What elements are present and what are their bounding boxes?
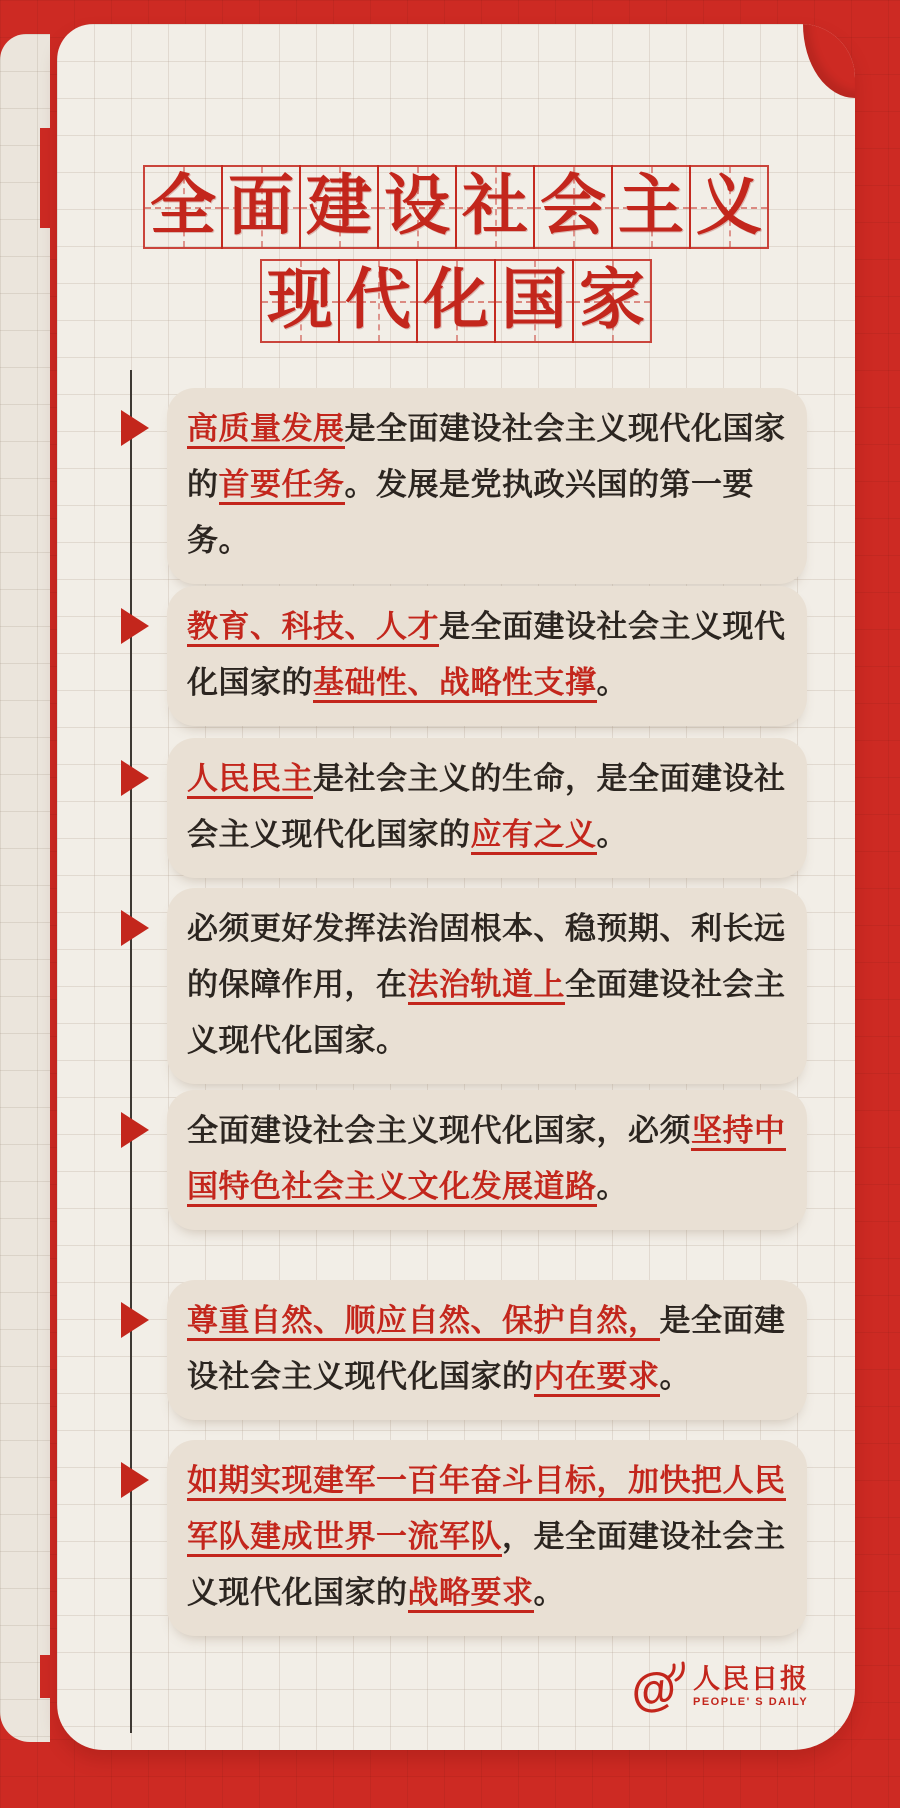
body-text: 。 [533,1575,565,1610]
emphasis-text: 教育、科技、人才 [187,609,439,647]
emphasis-text: 如期实现建军一百年奋斗目标，加快把人民军队建成世界一流军队 [187,1463,786,1557]
title-char: 社 [462,170,528,243]
title-grid-row-1 [57,165,855,249]
at-megaphone-icon [627,1658,687,1718]
title-char: 化 [423,264,489,337]
title-char: 会 [540,170,606,243]
title-char: 建 [306,170,372,243]
body-text: 。 [596,1169,628,1204]
title-char: 家 [579,264,645,337]
page-corner-fold [803,24,855,98]
body-text: ，是全面建设社会主义现代化国家的 [187,1519,786,1610]
emphasis-text: 尊重自然、顺应自然、保护自然， [187,1303,660,1341]
back-page [0,34,50,1742]
triangle-bullet-icon [121,1112,149,1148]
body-text: 是全面建设社会主义现代化国家的 [187,609,786,700]
emphasis-text: 法治轨道上 [408,967,566,1005]
body-text: 是全面建设社会主义现代化国家的 [187,1303,786,1394]
triangle-bullet-icon [121,910,149,946]
title-grid-row-2 [57,259,855,343]
emphasis-text: 基础性、战略性支撑 [313,665,597,703]
body-text: 。 [596,665,628,700]
title-char-cell [416,259,496,343]
title-char-cell [377,165,457,249]
notebook-margin-line [130,370,132,1733]
body-text: 。发展是党执政兴国的第一要务。 [187,467,754,558]
logo-text-block [693,1666,809,1708]
title-char-cell [221,165,301,249]
emphasis-text: 人民民主 [187,761,313,799]
bullet-text-box [167,586,807,726]
bullet-text-box [167,1090,807,1230]
title-char: 主 [618,170,684,243]
title-char-cell [260,259,340,343]
body-text: 全面建设社会主义现代化国家，必须 [187,1113,691,1148]
title-char: 面 [228,170,294,243]
bullet-text-box [167,738,807,878]
title-char-cell [299,165,379,249]
body-text: 必须更好发挥法治固根本、稳预期、利长远的保障作用，在 [187,911,786,1002]
title-char-cell [455,165,535,249]
signal-waves-icon [661,1658,687,1684]
emphasis-text: 坚持中国特色社会主义文化发展道路 [187,1113,786,1207]
notebook-page [57,24,855,1750]
body-text: 是全面建设社会主义现代化国家的 [187,411,786,502]
bullet-text-box [167,888,807,1084]
title-char-cell [689,165,769,249]
peoples-daily-logo [627,1658,809,1718]
title-char-cell [143,165,223,249]
title-char: 设 [384,170,450,243]
triangle-bullet-icon [121,410,149,446]
logo-cn-text: 人民日报 [693,1664,809,1694]
title-char: 义 [696,170,762,243]
body-text: 。 [659,1359,691,1394]
bookmark-tab-top [40,128,58,228]
bookmark-tab-bottom [40,1655,58,1698]
triangle-bullet-icon [121,608,149,644]
emphasis-text: 应有之义 [471,817,597,855]
title-char-cell [611,165,691,249]
body-text: 是社会主义的生命，是全面建设社会主义现代化国家的 [187,761,786,852]
bullet-text-box [167,388,807,584]
triangle-bullet-icon [121,1462,149,1498]
emphasis-text: 内在要求 [534,1359,660,1397]
title-char: 代 [345,264,411,337]
title-char-cell [572,259,652,343]
title-char-cell [494,259,574,343]
triangle-bullet-icon [121,760,149,796]
title-char-cell [533,165,613,249]
bullet-text-box [167,1440,807,1636]
triangle-bullet-icon [121,1302,149,1338]
title-char: 全 [150,170,216,243]
bullet-text-box [167,1280,807,1420]
emphasis-text: 战略要求 [408,1575,534,1613]
title-char-cell [338,259,418,343]
title-char: 现 [267,264,333,337]
body-text: 全面建设社会主义现代化国家。 [187,967,786,1058]
emphasis-text: 首要任务 [219,467,345,505]
body-text: 。 [596,817,628,852]
logo-en-text: PEOPLE' S DAILY [693,1696,809,1708]
emphasis-text: 高质量发展 [187,411,345,449]
at-glyph: @ [627,1660,680,1718]
title-char: 国 [501,264,567,337]
